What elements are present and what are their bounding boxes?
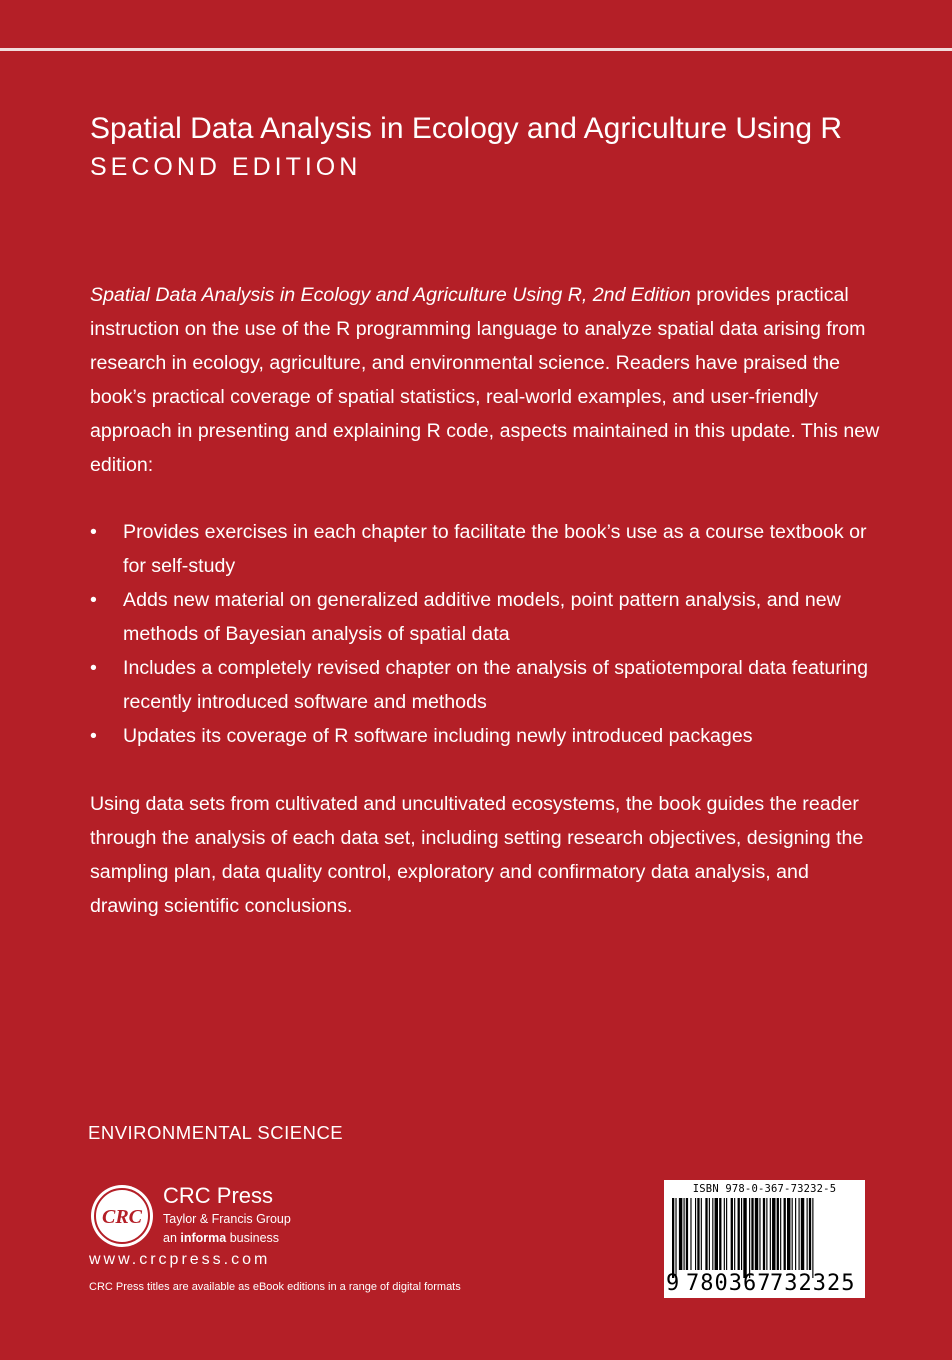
barcode-bar bbox=[697, 1198, 699, 1270]
barcode-bar bbox=[672, 1198, 674, 1278]
barcode-bar bbox=[709, 1198, 710, 1270]
feature-item bbox=[90, 719, 890, 753]
barcode-bar bbox=[749, 1198, 750, 1278]
isbn-barcode bbox=[664, 1180, 865, 1298]
barcode-bar bbox=[686, 1198, 688, 1270]
barcode-bar bbox=[809, 1198, 811, 1270]
barcode-bar bbox=[741, 1198, 742, 1270]
barcode-bar bbox=[715, 1198, 718, 1270]
barcode-bar bbox=[812, 1198, 813, 1278]
barcode-bar bbox=[799, 1198, 800, 1270]
subject-category: ENVIRONMENTAL SCIENCE bbox=[88, 1122, 344, 1143]
barcode-bar bbox=[763, 1198, 765, 1270]
barcode-bar bbox=[766, 1198, 767, 1270]
barcode-bar bbox=[787, 1198, 790, 1270]
barcode-bar bbox=[734, 1198, 735, 1270]
barcode-bar bbox=[675, 1198, 676, 1278]
barcode-bar bbox=[807, 1198, 808, 1270]
barcode-bar bbox=[755, 1198, 758, 1270]
crc-logo-text: CRC bbox=[101, 1206, 143, 1228]
bullet-icon: • bbox=[90, 521, 97, 543]
feature-item bbox=[90, 583, 890, 651]
barcode-bar bbox=[690, 1198, 691, 1270]
publisher-informa: an informa business bbox=[163, 1231, 280, 1245]
feature-text: Updates its coverage of R software including newly introduced packages bbox=[123, 725, 753, 747]
feature-item bbox=[90, 515, 890, 583]
barcode-bar bbox=[795, 1198, 796, 1270]
barcode-bar bbox=[719, 1198, 721, 1270]
closing-paragraph: Using data sets from cultivated and uncultivated ecosystems, the book guides the reader through the analysis of each data set, including setting research objectives, designing the sampling plan, data quality control, exploratory and confirmatory data analysis, and drawing scientific conclusions. bbox=[90, 793, 864, 917]
barcode-bar bbox=[724, 1198, 725, 1270]
barcode-digit-first: 9 bbox=[666, 1271, 680, 1296]
publisher-name: CRC Press bbox=[163, 1183, 274, 1208]
crc-logo-icon bbox=[89, 1183, 155, 1249]
barcode-digits-left: 780367 bbox=[686, 1271, 772, 1296]
barcode-bar bbox=[695, 1198, 696, 1270]
barcode-bar bbox=[701, 1198, 702, 1270]
feature-text: Provides exercises in each chapter to facilitate the book’s use as a course textbook or for self-study bbox=[123, 521, 867, 577]
intro-book-title: Spatial Data Analysis in Ecology and Agriculture Using R, 2nd Edition bbox=[90, 284, 691, 306]
feature-text: Includes a completely revised chapter on the analysis of spatiotemporal data featuring recently introduced software and methods bbox=[123, 657, 868, 713]
barcode-bar bbox=[759, 1198, 760, 1270]
barcode-digits-right: 732325 bbox=[770, 1271, 856, 1296]
barcode-bar bbox=[679, 1198, 682, 1270]
bullet-icon: • bbox=[90, 589, 97, 611]
bullet-icon: • bbox=[90, 657, 97, 679]
barcode-bar bbox=[705, 1198, 707, 1270]
barcode-bar bbox=[712, 1198, 713, 1270]
book-title: Spatial Data Analysis in Ecology and Agriculture Using R bbox=[90, 112, 843, 145]
barcode-bar bbox=[784, 1198, 786, 1270]
barcode-bar bbox=[738, 1198, 740, 1270]
barcode-bar bbox=[770, 1198, 771, 1270]
barcode-bar bbox=[772, 1198, 775, 1270]
barcode-bar bbox=[801, 1198, 804, 1270]
ebook-note: CRC Press titles are available as eBook editions in a range of digital formats bbox=[89, 1281, 461, 1293]
barcode-bar bbox=[751, 1198, 753, 1270]
edition-label: SECOND EDITION bbox=[90, 153, 362, 181]
barcode-bar bbox=[726, 1198, 727, 1270]
barcode-bar bbox=[684, 1198, 685, 1270]
intro-text: provides practical instruction on the use of the R programming language to analyze spatial data arising from research in ecology, agriculture, and environmental science. Readers have praised the book’s practical coverage of spatial statistics, real-world examples, and user-friendly approach in presenting and explaining R code, aspects maintained in this update. This new edition: bbox=[90, 284, 880, 476]
barcode-bars bbox=[672, 1198, 858, 1278]
barcode-bar bbox=[743, 1198, 746, 1278]
feature-item bbox=[90, 651, 890, 719]
barcode-bar bbox=[792, 1198, 793, 1270]
isbn-label: ISBN 978-0-367-73232-5 bbox=[692, 1183, 837, 1195]
intro-paragraph bbox=[90, 278, 880, 482]
barcode-bar bbox=[777, 1198, 779, 1270]
bullet-icon: • bbox=[90, 725, 97, 747]
publisher-url[interactable]: www.crcpress.com bbox=[89, 1251, 271, 1268]
barcode-bar bbox=[780, 1198, 781, 1270]
barcode-bar bbox=[731, 1198, 733, 1270]
publisher-group: Taylor & Francis Group bbox=[163, 1212, 291, 1226]
feature-text: Adds new material on generalized additive models, point pattern analysis, and new methods of Bayesian analysis of spatial data bbox=[123, 589, 841, 645]
top-rule bbox=[0, 48, 952, 51]
feature-list bbox=[90, 515, 890, 753]
